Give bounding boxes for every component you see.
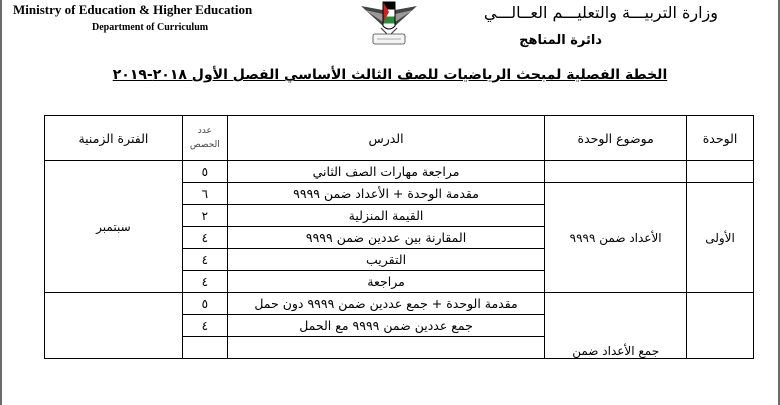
sessions-cell: ٥ [182, 161, 227, 183]
sessions-cell-empty [182, 337, 227, 359]
lesson-cell: مراجعة [227, 271, 544, 293]
sessions-cell: ٦ [182, 183, 227, 205]
lesson-cell: القيمة المنزلية [227, 205, 544, 227]
header-unit: الوحدة [687, 116, 754, 161]
sessions-cell: ٤ [182, 227, 227, 249]
lesson-cell: مقدمة الوحدة + الأعداد ضمن ٩٩٩٩ [227, 183, 544, 205]
topic-cell: الأعداد ضمن ٩٩٩٩ [545, 183, 687, 293]
sessions-cell: ٥ [182, 293, 227, 315]
sessions-cell: ٢ [182, 205, 227, 227]
ministry-name-ar: وزارة التربيـــة والتعليـــم العــالـــي [483, 3, 718, 22]
header-topic: موضوع الوحدة [545, 116, 687, 161]
period-cell: سبتمبر [45, 161, 183, 293]
document-title: الخطة الفصلية لمبحث الرياضيات للصف الثالث الأساسي الفصل الأول ٢٠١٨-٢٠١٩ [112, 67, 668, 83]
unit-cell: الأولى [687, 183, 754, 293]
sessions-cell: ٤ [182, 315, 227, 337]
semester-plan-table [44, 115, 754, 359]
table-header-row [45, 116, 754, 161]
period-cell-second [45, 293, 183, 359]
lesson-cell: جمع عددين ضمن ٩٩٩٩ مع الحمل [227, 315, 544, 337]
lesson-cell: مقدمة الوحدة + جمع عددين ضمن ٩٩٩٩ دون حمل [227, 293, 544, 315]
lesson-cell: المقارنة بين عددين ضمن ٩٩٩٩ [227, 227, 544, 249]
unit-cell-second [687, 293, 754, 359]
sessions-cell: ٤ [182, 271, 227, 293]
lesson-cell: التقريب [227, 249, 544, 271]
lesson-cell: مراجعة مهارات الصف الثاني [227, 161, 544, 183]
header-sessions: عدد الحصص [182, 116, 227, 161]
header-lesson: الدرس [227, 116, 544, 161]
table-row [45, 293, 754, 315]
topic-cell-empty [545, 161, 687, 183]
lesson-cell-empty [227, 337, 544, 359]
ministry-name-en: Ministry of Education & Higher Education [13, 2, 253, 17]
unit-cell-empty [687, 161, 754, 183]
palestine-emblem-icon [343, 0, 435, 50]
header-period: الفترة الزمنية [45, 116, 183, 161]
department-name-en: Department of Curriculum [92, 22, 209, 33]
page-border-left [0, 0, 2, 405]
table-row [45, 161, 754, 183]
department-name-ar: دائرة المناهج [519, 33, 602, 48]
sessions-cell: ٤ [182, 249, 227, 271]
topic-cell-second: جمع الأعداد ضمن [545, 293, 687, 359]
